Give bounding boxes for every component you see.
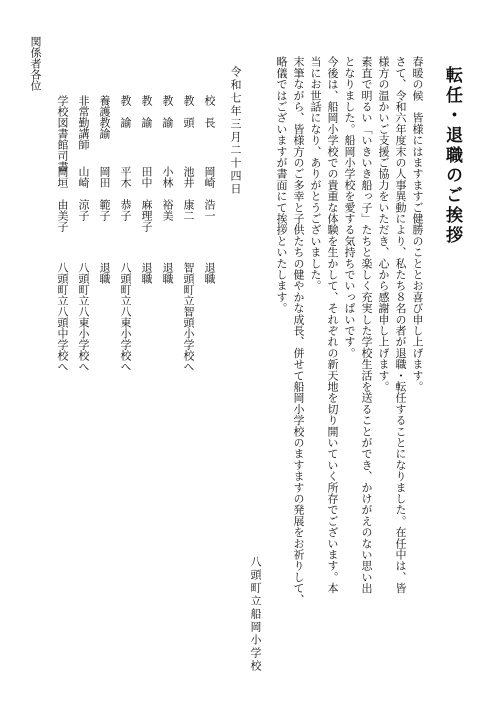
staff-destination: 退職	[161, 262, 174, 284]
body-line-5: となりました。船岡小学校を愛する気持ちでいっぱいです。	[343, 56, 356, 359]
body-line-6: 今後は、船岡小学校での貴重な体験を生かして、それぞれの新天地を切り開いていく所存でございます。本	[326, 56, 339, 594]
staff-name: 小林 裕美	[161, 166, 174, 221]
body-line-8: 末筆ながら、皆様方のご多幸と子供たちの健やかな成長、併せて船岡小学校のますますの発展をお祈りして、	[292, 56, 305, 605]
staff-destination: 八頭町立八東小学校へ	[77, 262, 90, 372]
staff-name: 岡田 範子	[98, 166, 111, 221]
addressee: 関係者各位	[29, 36, 42, 91]
staff-role: 教 頭	[182, 95, 195, 128]
staff-name: 平木 恭子	[119, 166, 132, 221]
staff-role: 教 諭	[140, 95, 153, 128]
staff-destination: 八頭町立八頭中学校へ	[56, 262, 69, 372]
staff-destination: 智頭町立智頭小学校へ	[182, 262, 195, 372]
staff-destination: 退職	[203, 262, 216, 284]
staff-name: 岡垣 由美子	[56, 166, 69, 232]
staff-role: 教 諭	[119, 95, 132, 128]
body-line-4: 素直で明るい「いきいき船っ子」たちと楽しく充実した学校生活を送ることができ、かけがえのない思い出	[360, 56, 373, 594]
staff-name: 山崎 涼子	[77, 166, 90, 221]
body-line-3: 様方の温かいご支援ご協力をいただき、心から感謝申し上げます。	[377, 56, 390, 392]
body-line-1: 春暖の候 皆様にはますますご健勝のこととお喜び申し上げます。	[411, 56, 424, 392]
letter-title: 転任・退職のご挨拶	[442, 66, 462, 246]
school-name: 八頭町立船岡小学校	[249, 556, 262, 673]
staff-name: 田中 麻理子	[140, 166, 153, 232]
staff-destination: 八頭町立八東小学校へ	[119, 262, 132, 372]
staff-destination: 退職	[140, 262, 153, 284]
staff-role: 校 長	[203, 95, 216, 128]
body-line-2: さて、令和六年度末の人事異動により、私たち８名の者が退職・転任することになりました。在任中は、皆	[394, 56, 407, 594]
staff-role: 非常勤講師	[77, 95, 90, 150]
staff-role: 養護教諭	[98, 95, 111, 139]
staff-role: 学校図書館司書	[56, 95, 69, 172]
body-line-9: 略儀ではございますが書面にて挨拶といたします。	[275, 56, 288, 314]
staff-role: 教 諭	[161, 95, 174, 128]
body-line-7: 当にお世話になり、ありがとうございました。	[309, 56, 322, 292]
staff-name: 池井 康二	[182, 166, 195, 221]
letter-date: 令和七年三月二十四日	[229, 66, 242, 196]
staff-name: 岡崎 浩一	[203, 166, 216, 221]
staff-destination: 退職	[98, 262, 111, 284]
